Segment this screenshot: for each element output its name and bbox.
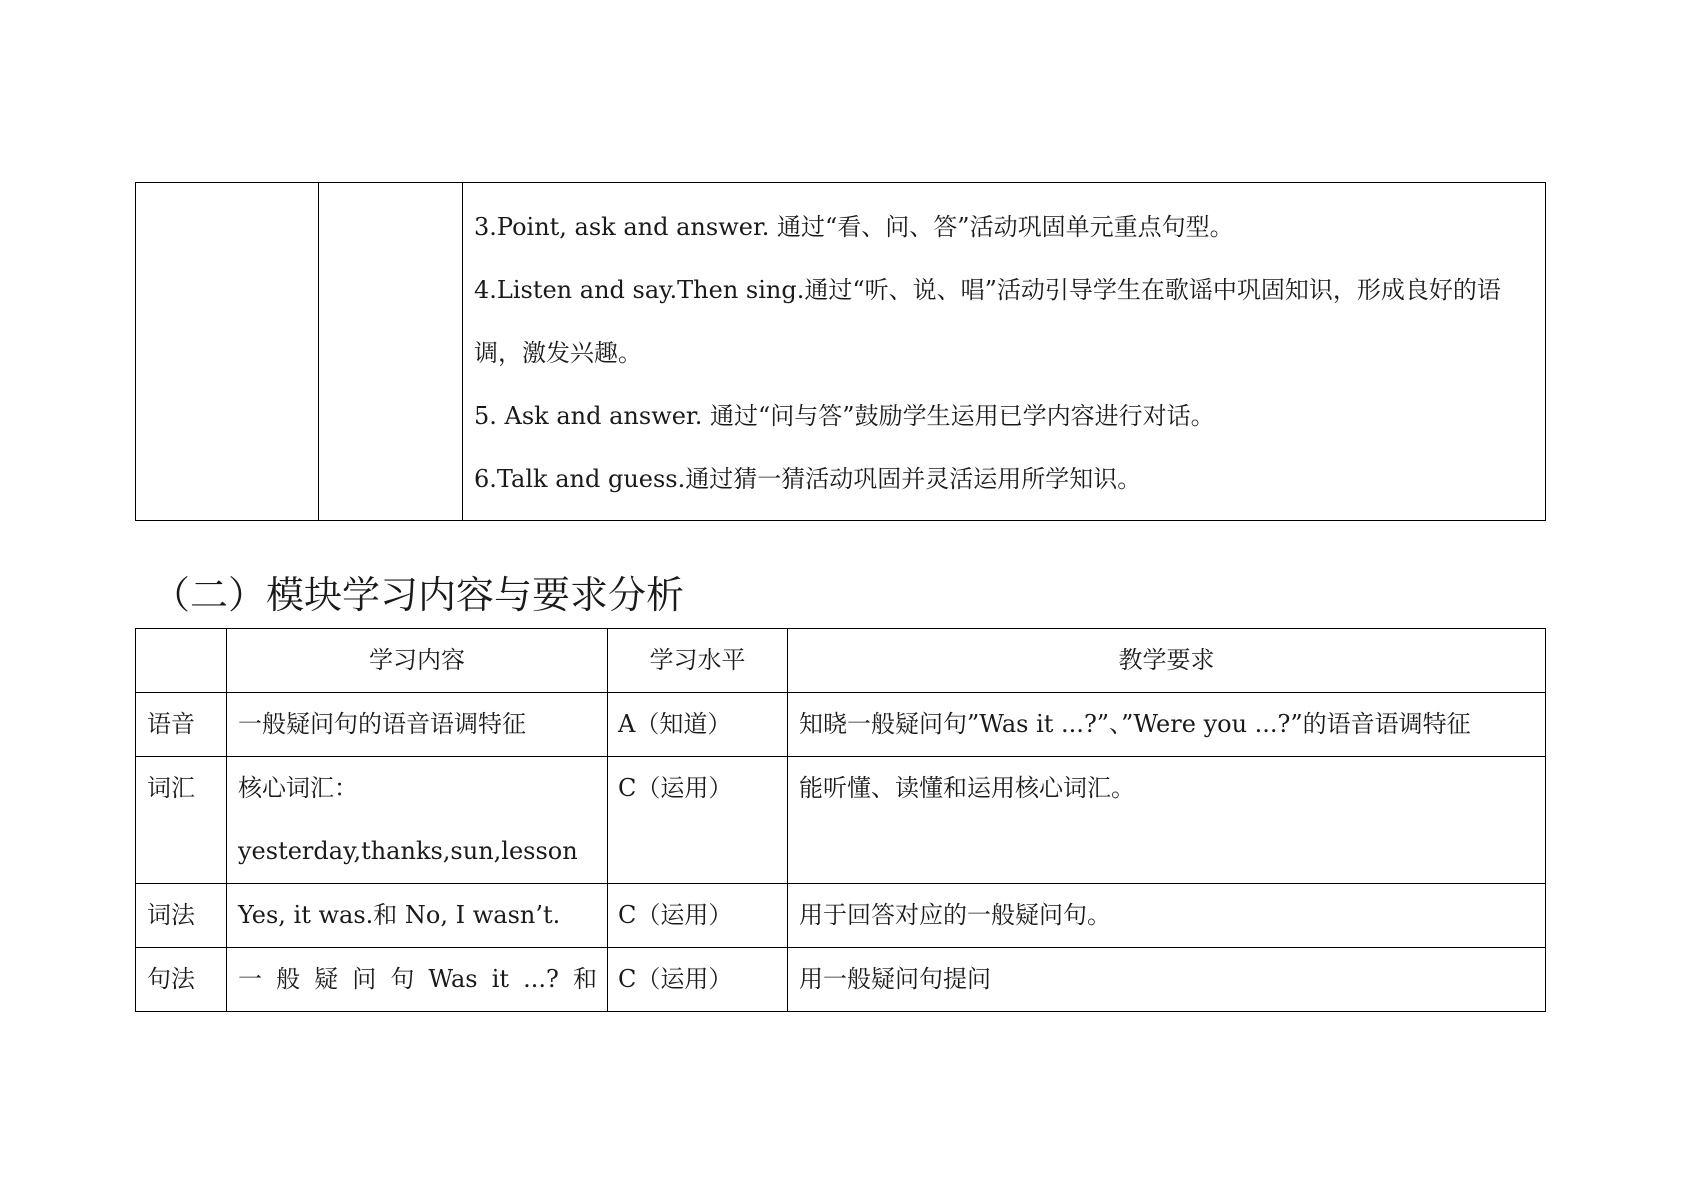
section-title: （二）模块学习内容与要求分析 xyxy=(152,573,685,617)
activity-item-6: 6.Talk and guess.通过猜一猜活动巩固并灵活运用所学知识。 xyxy=(474,465,1142,493)
row-level: C（运用） xyxy=(608,948,788,1012)
empty-cell xyxy=(319,183,463,521)
header-cell-level: 学习水平 xyxy=(608,629,788,693)
content-line: yesterday,thanks,sun,lesson xyxy=(238,837,578,865)
activity-item-3: 3.Point, ask and answer. 通过“看、问、答”活动巩固单元重点句型。 xyxy=(474,213,1234,241)
content-word: 疑 xyxy=(314,965,339,993)
row-requirement: 知晓一般疑问句”Was it ...?”、”Were you ...?”的语音语调特征 xyxy=(788,693,1546,757)
content-word: 般 xyxy=(276,965,301,993)
module-content-table xyxy=(135,628,1546,1012)
row-requirement: 能听懂、读懂和运用核心词汇。 xyxy=(788,757,1546,884)
row-content: 一般疑问句的语音语调特征 xyxy=(227,693,608,757)
activities-row xyxy=(136,183,1546,521)
row-content: Yes, it was.和 No, I wasn’t. xyxy=(227,884,608,948)
content-word: Was xyxy=(428,965,478,993)
content-word: 一 xyxy=(238,965,262,993)
table-row xyxy=(136,757,1546,884)
content-word: 问 xyxy=(352,965,377,993)
content-line: 核心词汇： xyxy=(238,774,358,802)
row-requirement: 用一般疑问句提问 xyxy=(788,948,1546,1012)
row-category: 句法 xyxy=(136,948,227,1012)
content-word: ...? xyxy=(523,965,559,993)
row-requirement: 用于回答对应的一般疑问句。 xyxy=(788,884,1546,948)
row-level: A（知道） xyxy=(608,693,788,757)
row-level: C（运用） xyxy=(608,757,788,884)
row-category: 语音 xyxy=(136,693,227,757)
activity-item-5: 5. Ask and answer. 通过“问与答”鼓励学生运用已学内容进行对话。 xyxy=(474,402,1215,430)
table-row xyxy=(136,884,1546,948)
row-content xyxy=(227,757,608,884)
row-content xyxy=(227,948,608,1012)
row-level: C（运用） xyxy=(608,884,788,948)
content-word: it xyxy=(491,965,510,993)
header-cell-requirement: 教学要求 xyxy=(788,629,1546,693)
activities-table xyxy=(135,182,1546,521)
table-row xyxy=(136,693,1546,757)
table-row xyxy=(136,948,1546,1012)
row-category: 词法 xyxy=(136,884,227,948)
activity-item-4: 4.Listen and say.Then sing.通过“听、说、唱”活动引导学生在歌谣中巩固知识，形成良好的语调，激发兴趣。 xyxy=(474,276,1501,367)
content-word: 句 xyxy=(390,965,415,993)
table-header-row xyxy=(136,629,1546,693)
content-word: 和 xyxy=(572,965,597,993)
justified-content-line xyxy=(238,948,597,1011)
header-cell-blank xyxy=(136,629,227,693)
header-cell-content: 学习内容 xyxy=(227,629,608,693)
activities-cell xyxy=(463,183,1546,521)
empty-cell xyxy=(136,183,319,521)
row-category: 词汇 xyxy=(136,757,227,884)
